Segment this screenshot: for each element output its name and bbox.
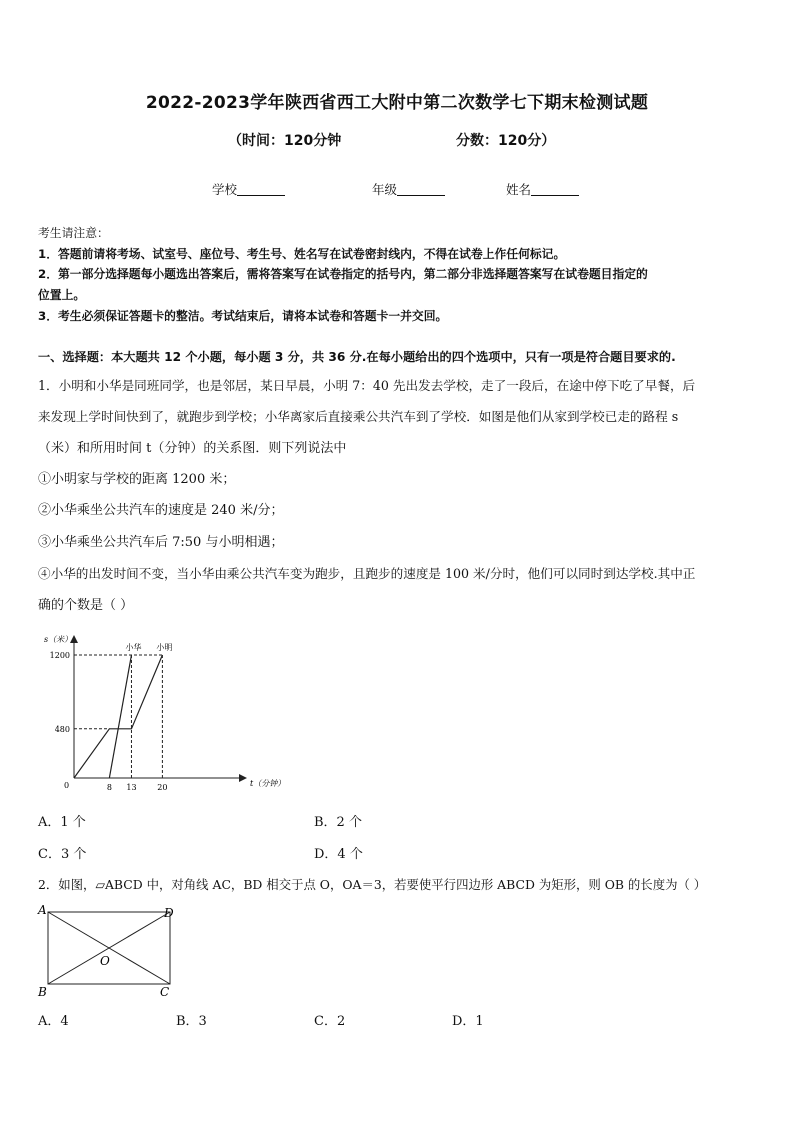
q1-line-2: 来发现上学时间快到了，就跑步到学校；小华离家后直接乘公共汽车到了学校．如图是他们从家到学校已走的路程 s [38, 409, 679, 424]
q1-option-d[interactable]: D．4 个 [314, 847, 363, 862]
q1-line-1: 1．小明和小华是同班同学，也是邻居，某日早晨，小明 7：40 先出发去学校，走了一段后，在途中停下吃了早餐，后 [38, 378, 696, 393]
q2-option-d[interactable]: D．1 [452, 1014, 484, 1029]
vertex-c: C [160, 985, 170, 999]
vertex-a: A [38, 903, 47, 917]
series-line-2 [109, 655, 131, 778]
q1-line-3: （米）和所用时间 t（分钟）的关系图．则下列说法中 [38, 441, 347, 456]
tick-labels [50, 651, 168, 792]
q2-text: 2．如图，▱ABCD 中，对角线 AC，BD 相交于点 O，OA＝3，若要使平行四边形 ABCD 为矩形，则 OB 的长度为（ ） [38, 877, 707, 892]
school-blank [237, 183, 285, 196]
rectangle-figure [36, 900, 186, 1000]
x-tick-20: 20 [157, 783, 168, 792]
grade-blank [397, 183, 445, 196]
q1-statement-1: ①小明家与学校的距离 1200 米； [38, 472, 236, 487]
y-tick-1200: 1200 [49, 651, 70, 660]
vertex-b: B [38, 985, 47, 999]
q1-statement-2: ②小华乘坐公共汽车的速度是 240 米/分； [38, 503, 284, 518]
page-title: 2022-2023学年陕西省西工大附中第二次数学七下期末检测试题 [145, 93, 649, 113]
vertex-d: D [164, 906, 174, 920]
school-field[interactable] [212, 180, 285, 198]
series-line-1 [74, 655, 162, 778]
y-tick-480: 480 [54, 724, 70, 734]
q1-statement-4: ④小华的出发时间不变，当小华由乘公共汽车变为跑步，且跑步的速度是 100 米/分时，他们可以同时到达学校.其中正 [38, 566, 696, 581]
x-tick-13: 13 [126, 783, 137, 792]
center-o: O [100, 954, 110, 968]
grade-field[interactable] [372, 180, 445, 198]
series-label-2: 小华 [125, 643, 142, 652]
grade-label: 年级 [372, 182, 398, 197]
distance-time-graph [36, 630, 296, 800]
notice-line-4: 3．考生必须保证答题卡的整洁。考试结束后，请将本试卷和答题卡一并交回。 [38, 309, 448, 323]
q2-option-b[interactable]: B．3 [176, 1014, 207, 1029]
score-label: 分数：120分） [456, 133, 556, 149]
section-heading: 一、选择题：本大题共 12 个小题，每小题 3 分，共 36 分.在每小题给出的四个选项中，只有一项是符合题目要求的. [38, 350, 676, 364]
q1-line-last: 确的个数是（ ） [38, 598, 134, 613]
name-blank [531, 183, 579, 196]
q1-option-a[interactable]: A．1 个 [38, 815, 86, 830]
school-label: 学校 [212, 182, 238, 197]
notice-line-3: 位置上。 [38, 288, 86, 302]
name-label: 姓名 [506, 182, 532, 197]
x-tick-8: 8 [106, 783, 112, 792]
q1-option-b[interactable]: B．2 个 [314, 815, 362, 830]
name-field[interactable] [506, 180, 579, 198]
notice-line-2: 2．第一部分选择题每小题选出答案后，需将答案写在试卷指定的括号内，第二部分非选择题答案写在试卷题目指定的 [38, 267, 648, 281]
series-lines [74, 642, 172, 778]
q2-option-c[interactable]: C．2 [314, 1014, 346, 1029]
y-axis-label: s（米） [44, 635, 73, 644]
time-label: （时间：120分钟 [228, 133, 342, 149]
q1-statement-3: ③小华乘坐公共汽车后 7:50 与小明相遇； [38, 535, 284, 550]
notice-line-1: 1．答题前请将考场、试室号、座位号、考生号、姓名写在试卷密封线内，不得在试卷上作任何标记。 [38, 247, 566, 261]
q2-option-a[interactable]: A．4 [38, 1014, 69, 1029]
notice-heading: 考生请注意： [38, 226, 109, 240]
q1-option-c[interactable]: C．3 个 [38, 847, 87, 862]
series-label-1: 小明 [156, 643, 173, 652]
x-axis-label: t（分钟） [250, 779, 286, 788]
origin-label: 0 [64, 781, 70, 790]
